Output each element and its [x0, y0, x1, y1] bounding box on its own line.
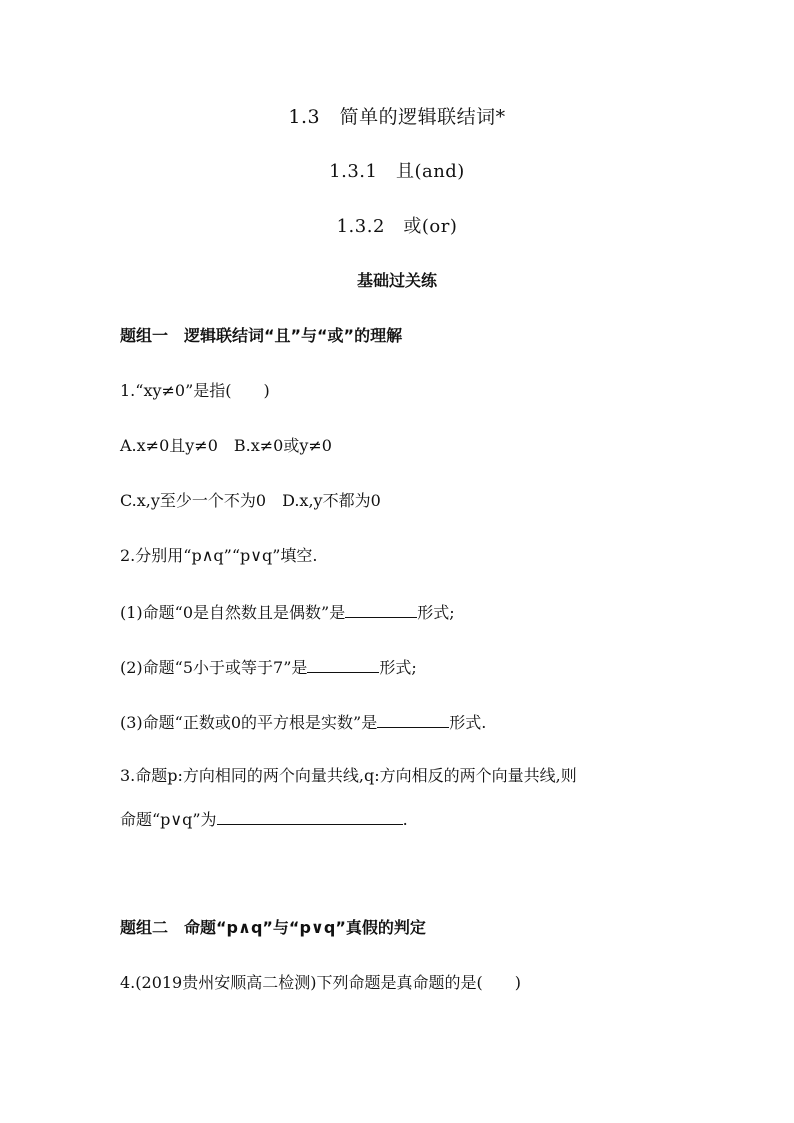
group-heading-1: 题组一 逻辑联结词“且”与“或”的理解: [120, 326, 403, 345]
question-1-stem: 1.“xy≠0”是指( ): [120, 381, 270, 400]
question-3-suffix: .: [402, 810, 408, 829]
answer-blank: [307, 658, 379, 673]
answer-blank: [377, 713, 449, 728]
page-title: 1.3 简单的逻辑联结词*: [288, 106, 506, 128]
question-4-stem: 4.(2019贵州安顺高二检测)下列命题是真命题的是( ): [120, 973, 521, 992]
question-2-part-3: [120, 713, 486, 731]
question-2-part-2: [120, 658, 417, 676]
answer-blank: [217, 810, 403, 825]
question-3-line-1: 3.命题p:方向相同的两个向量共线,q:方向相反的两个向量共线,则: [120, 766, 577, 785]
subtitle-and: 1.3.1 且(and): [329, 161, 465, 182]
part-1-text: (1)命题“0是自然数且是偶数”是: [120, 603, 346, 622]
part-2-suffix: 形式;: [379, 658, 417, 677]
part-2-text: (2)命题“5小于或等于7”是: [120, 658, 308, 677]
subtitle-or: 1.3.2 或(or): [336, 216, 458, 237]
question-1-options-ab: A.x≠0且y≠0 B.x≠0或y≠0: [120, 436, 332, 455]
part-3-text: (3)命题“正数或0的平方根是实数”是: [120, 713, 378, 732]
question-1-options-cd: C.x,y至少一个不为0 D.x,y不都为0: [120, 491, 381, 510]
question-2-stem: 2.分别用“p∧q”“p∨q”填空.: [120, 546, 318, 565]
part-1-suffix: 形式;: [417, 603, 455, 622]
question-3-line-2: [120, 810, 408, 828]
part-3-suffix: 形式.: [449, 713, 487, 732]
question-2-part-1: [120, 603, 455, 621]
answer-blank: [345, 603, 417, 618]
question-3-text: 命题“p∨q”为: [120, 810, 217, 829]
group-heading-2: 题组二 命题“p∧q”与“p∨q”真假的判定: [120, 918, 426, 937]
section-heading: 基础过关练: [356, 271, 437, 290]
